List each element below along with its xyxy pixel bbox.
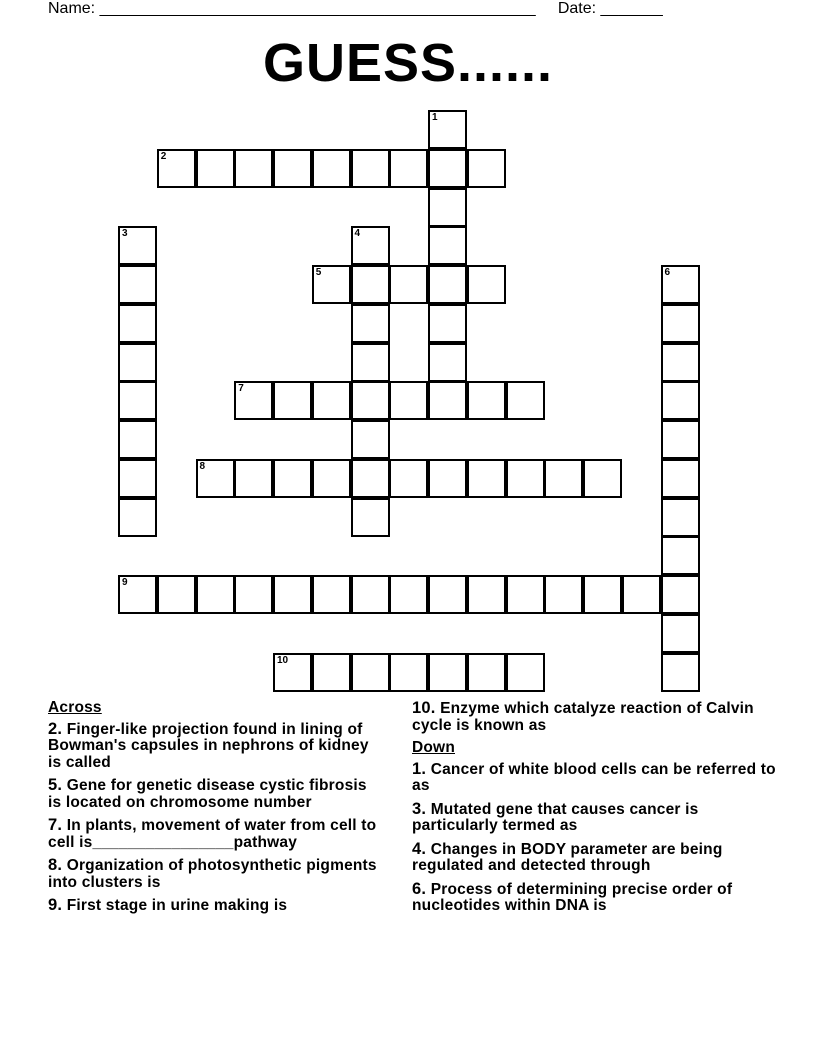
cell-number: 6 (664, 267, 671, 278)
cell-number: 3 (122, 228, 128, 240)
grid-cell[interactable] (428, 149, 467, 188)
grid-cell[interactable] (544, 575, 583, 614)
grid-cell[interactable] (351, 343, 390, 382)
grid-cell[interactable] (661, 343, 700, 382)
grid-cell[interactable] (428, 653, 467, 692)
grid-cell[interactable] (273, 149, 312, 188)
grid-cell[interactable] (428, 110, 467, 149)
grid-cell[interactable] (118, 459, 157, 498)
grid-cell[interactable] (312, 265, 351, 304)
grid-cell[interactable] (351, 420, 390, 459)
cell-number: 10 (277, 654, 289, 666)
grid-cell[interactable] (351, 304, 390, 343)
grid-cell[interactable] (312, 149, 351, 188)
grid-cell[interactable] (351, 459, 390, 498)
grid-cell[interactable] (661, 304, 700, 343)
cell-number: 2 (160, 150, 167, 162)
grid-cell[interactable] (312, 381, 351, 420)
down-heading: Down (412, 739, 455, 756)
cell-number: 5 (315, 267, 322, 278)
grid-cell[interactable] (428, 304, 467, 343)
grid-cell[interactable] (351, 653, 390, 692)
grid-cell[interactable] (506, 575, 545, 614)
grid-cell[interactable] (389, 265, 428, 304)
grid-cell[interactable] (273, 381, 312, 420)
grid-cell[interactable] (351, 226, 390, 265)
grid-cell[interactable] (428, 381, 467, 420)
grid-cell[interactable] (661, 498, 700, 537)
grid-cell[interactable] (118, 226, 157, 265)
grid-cell[interactable] (273, 575, 312, 614)
grid-cell[interactable] (351, 149, 390, 188)
grid-cell[interactable] (351, 575, 390, 614)
clues-left-column (48, 700, 383, 921)
grid-cell[interactable] (661, 420, 700, 459)
grid-cell[interactable] (234, 575, 273, 614)
grid-cell[interactable] (312, 653, 351, 692)
grid-cell[interactable] (506, 459, 545, 498)
grid-cell[interactable] (467, 575, 506, 614)
puzzle-title: GUESS...... (262, 33, 554, 93)
grid-cell[interactable] (234, 459, 273, 498)
grid-cell[interactable] (583, 575, 622, 614)
grid-cell[interactable] (661, 614, 700, 653)
grid-cell[interactable] (389, 381, 428, 420)
grid-cell[interactable] (428, 188, 467, 227)
grid-cell[interactable] (428, 459, 467, 498)
name-field[interactable]: Name: _________________________________________________ (48, 0, 536, 17)
grid-cell[interactable] (467, 381, 506, 420)
clue-down-6: 6. Process of determining precise order of nucleotides within DNA is (412, 879, 733, 914)
grid-cell[interactable] (428, 226, 467, 265)
grid-cell[interactable] (428, 265, 467, 304)
clue-across-9: 9. First stage in urine making is (48, 896, 288, 914)
grid-cell[interactable] (196, 459, 235, 498)
grid-cell[interactable] (661, 381, 700, 420)
grid-cell[interactable] (622, 575, 661, 614)
grid-cell[interactable] (118, 381, 157, 420)
clues-right-column (412, 700, 777, 921)
grid-cell[interactable] (467, 653, 506, 692)
grid-cell[interactable] (351, 381, 390, 420)
grid-cell[interactable] (583, 459, 622, 498)
grid-cell[interactable] (428, 343, 467, 382)
cell-number: 8 (199, 460, 206, 472)
grid-cell[interactable] (312, 459, 351, 498)
grid-cell[interactable] (389, 459, 428, 498)
grid-cell[interactable] (467, 459, 506, 498)
grid-cell[interactable] (389, 653, 428, 692)
grid-cell[interactable] (389, 575, 428, 614)
clue-down-1: 1. Cancer of white blood cells can be referred to as (412, 759, 776, 794)
grid-cell[interactable] (273, 459, 312, 498)
clue-down-3: 3. Mutated gene that causes cancer is particularly termed as (412, 799, 699, 834)
grid-cell[interactable] (506, 653, 545, 692)
cell-number: 7 (238, 383, 244, 395)
grid-cell[interactable] (467, 265, 506, 304)
grid-cell[interactable] (118, 575, 157, 614)
across-heading: Across (48, 699, 102, 716)
grid-cell[interactable] (118, 265, 157, 304)
grid-cell[interactable] (351, 265, 390, 304)
grid-cell[interactable] (661, 459, 700, 498)
cell-number: 1 (432, 112, 438, 123)
clue-across-5: 5. Gene for genetic disease cystic fibrosis is located on chromosome number (48, 776, 367, 811)
clue-across-10: 10. Enzyme which catalyze reaction of Calvin cycle is known as (412, 699, 754, 734)
grid-cell[interactable] (157, 149, 196, 188)
clue-across-7: 7. In plants, movement of water from cell to cell is________________pathway (48, 816, 377, 851)
grid-cell[interactable] (157, 575, 196, 614)
clue-down-4: 4. Changes in BODY parameter are being regulated and detected through (412, 839, 723, 874)
grid-cell[interactable] (118, 343, 157, 382)
clue-across-8: 8. Organization of photosynthetic pigments into clusters is (48, 856, 377, 891)
grid-cell[interactable] (544, 459, 583, 498)
grid-cell[interactable] (661, 653, 700, 692)
grid-cell[interactable] (351, 498, 390, 537)
grid-cell[interactable] (118, 420, 157, 459)
grid-cell[interactable] (234, 149, 273, 188)
grid-cell[interactable] (118, 304, 157, 343)
grid-cell[interactable] (428, 575, 467, 614)
grid-cell[interactable] (389, 149, 428, 188)
date-field[interactable]: Date: _______ (557, 0, 663, 17)
grid-cell[interactable] (234, 381, 273, 420)
grid-cell[interactable] (273, 653, 312, 692)
grid-cell[interactable] (661, 575, 700, 614)
cell-number: 4 (354, 228, 361, 240)
grid-cell[interactable] (506, 381, 545, 420)
clue-across-2: 2. Finger-like projection found in lining of Bowman's capsules in nephrons of kidney is called (48, 719, 369, 771)
grid-cell[interactable] (312, 575, 351, 614)
grid-cell[interactable] (118, 498, 157, 537)
grid-cell[interactable] (196, 575, 235, 614)
grid-cell[interactable] (196, 149, 235, 188)
grid-cell[interactable] (467, 149, 506, 188)
cell-number: 9 (122, 577, 128, 588)
grid-cell[interactable] (661, 536, 700, 575)
grid-cell[interactable] (661, 265, 700, 304)
